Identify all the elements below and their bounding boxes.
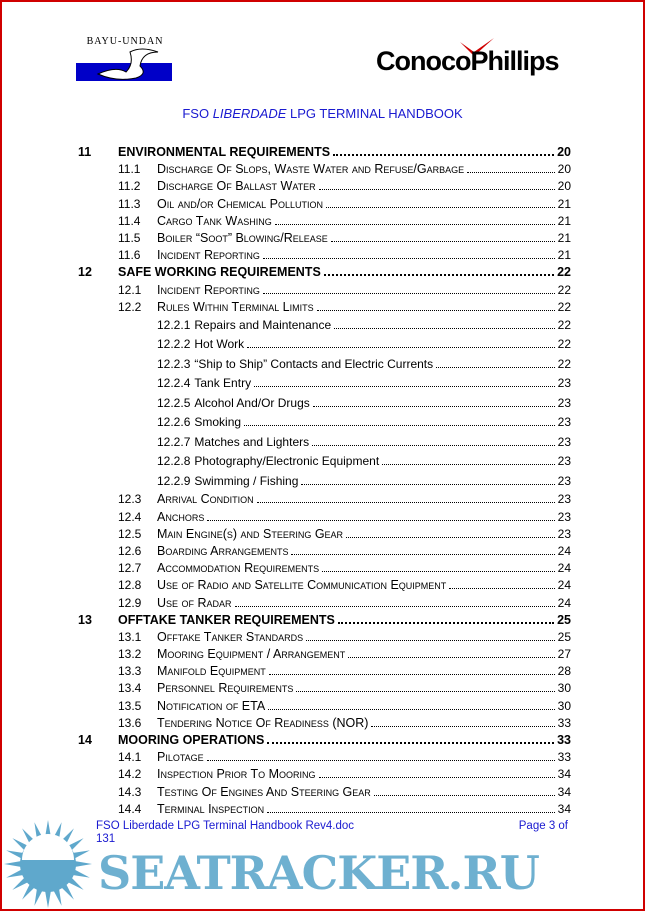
watermark-text: SEATRACKER.RU — [98, 846, 539, 900]
toc-entry-number: 12.2.8 — [157, 454, 191, 469]
toc-entry-title: Pilotage — [157, 750, 204, 765]
dot-leader — [322, 570, 554, 572]
dot-leader — [268, 708, 554, 710]
page-footer — [96, 820, 568, 846]
toc-entry-page: 24 — [557, 578, 571, 593]
toc-entry-title: Discharge Of Slops, Waste Water and Refuse/Garbage — [157, 162, 465, 177]
dot-leader — [263, 292, 555, 294]
toc-entry-title: Main Engine(s) and Steering Gear — [157, 526, 344, 541]
toc-entry-page: 21 — [557, 230, 571, 245]
toc-entry-title: Testing Of Engines And Steering Gear — [157, 784, 371, 799]
toc-entry-level2[interactable] — [78, 801, 571, 818]
toc-entry-number: 13.3 — [118, 664, 142, 679]
toc-entry-page: 25 — [557, 612, 571, 627]
toc-entry-title: Mooring Equipment / Arrangement — [157, 647, 346, 662]
dot-leader — [207, 519, 554, 521]
dot-leader — [301, 483, 554, 485]
toc-entry-number: 12.8 — [118, 578, 142, 593]
toc-entry-title: “Ship to Ship” Contacts and Electric Currents — [194, 356, 434, 371]
toc-entry-level2[interactable] — [78, 247, 571, 264]
toc-entry-level2[interactable] — [78, 629, 571, 646]
toc-entry-title: Oil and/or Chemical Pollution — [157, 196, 324, 211]
toc-entry-number: 11.4 — [118, 213, 141, 228]
toc-entry-page: 21 — [557, 213, 571, 228]
toc-entry-number: 11.5 — [118, 230, 141, 245]
dot-leader — [436, 366, 554, 368]
toc-entry-page: 23 — [557, 509, 571, 524]
toc-entry-page: 23 — [557, 415, 571, 430]
dot-leader — [275, 223, 555, 225]
toc-entry-level2[interactable] — [78, 161, 571, 178]
toc-entry-title: Boarding Arrangements — [157, 543, 289, 558]
dot-leader — [296, 690, 554, 692]
toc-entry-title: MOORING OPERATIONS — [118, 733, 265, 747]
toc-entry-level2[interactable] — [78, 784, 571, 801]
toc-entry-level2[interactable] — [78, 680, 571, 697]
toc-entry-page: 33 — [557, 750, 571, 765]
dot-leader — [291, 553, 554, 555]
toc-entry-number: 12.2.6 — [157, 415, 191, 430]
toc-entry-page: 23 — [557, 454, 571, 469]
toc-entry-number: 11.1 — [118, 162, 141, 177]
toc-entry-number: 12 — [78, 265, 92, 280]
toc-entry-title: Photography/Electronic Equipment — [194, 454, 380, 469]
toc-entry-title: Smoking — [194, 415, 242, 430]
toc-entry-title: Swimming / Fishing — [194, 473, 299, 488]
bayu-undan-logo — [76, 36, 174, 88]
toc-entry-number: 14.1 — [118, 750, 142, 765]
toc-entry-number: 12.7 — [118, 561, 142, 576]
toc-entry-number: 12.2.9 — [157, 473, 191, 488]
toc-entry-page: 25 — [557, 629, 571, 644]
toc-entry-number: 12.3 — [118, 492, 142, 507]
toc-entry-title: Use of Radar — [157, 595, 232, 610]
toc-entry-number: 14.4 — [118, 801, 142, 816]
toc-entry-number: 14 — [78, 733, 92, 747]
dot-leader — [313, 405, 555, 407]
toc-entry-level1[interactable] — [78, 264, 571, 281]
toc-entry-title: Cargo Tank Washing — [157, 213, 272, 228]
dot-leader — [331, 240, 555, 242]
toc-entry-title: Incident Reporting — [157, 282, 260, 297]
toc-entry-number: 14.2 — [118, 767, 142, 782]
toc-entry-page: 22 — [557, 265, 571, 280]
toc-entry-title: Inspection Prior To Mooring — [157, 767, 316, 782]
toc-entry-level2[interactable] — [78, 509, 571, 526]
toc-entry-level3[interactable] — [78, 355, 571, 375]
toc-entry-page: 22 — [557, 282, 571, 297]
dot-leader — [247, 346, 554, 348]
dot-leader — [382, 463, 554, 465]
toc-entry-page: 24 — [557, 561, 571, 576]
toc-entry-title: Personnel Requirements — [157, 681, 294, 696]
toc-entry-title: Alcohol And/Or Drugs — [194, 395, 310, 410]
toc-entry-level2[interactable] — [78, 213, 571, 230]
document-title — [0, 106, 645, 121]
dot-leader — [348, 656, 554, 658]
toc-entry-title: Accommodation Requirements — [157, 561, 320, 576]
toc-entry-level3[interactable] — [78, 433, 571, 453]
dot-leader — [267, 811, 555, 813]
conocophillips-logo: ConocoPhillips — [376, 46, 559, 76]
toc-entry-page: 23 — [557, 526, 571, 541]
dot-leader — [324, 273, 554, 276]
dot-leader — [334, 327, 555, 329]
toc-entry-number: 12.4 — [118, 509, 142, 524]
dot-leader — [317, 309, 555, 311]
toc-entry-page: 22 — [557, 317, 571, 332]
toc-entry-number: 12.2.1 — [157, 317, 191, 332]
toc-entry-title: Anchors — [157, 509, 205, 524]
toc-entry-number: 12.6 — [118, 543, 142, 558]
toc-entry-number: 12.1 — [118, 282, 142, 297]
toc-entry-page: 34 — [557, 801, 571, 816]
toc-entry-title: Offtake Tanker Standards — [157, 629, 304, 644]
toc-entry-page: 27 — [557, 647, 571, 662]
toc-entry-level3[interactable] — [78, 316, 571, 336]
toc-entry-number: 13.2 — [118, 647, 142, 662]
dot-leader — [269, 673, 555, 675]
toc-entry-level1[interactable] — [78, 732, 571, 749]
toc-entry-number: 13.6 — [118, 715, 142, 730]
toc-entry-level2[interactable] — [78, 715, 571, 732]
toc-entry-number: 12.2.3 — [157, 356, 191, 371]
toc-entry-title: Use of Radio and Satellite Communication Equipment — [157, 578, 447, 593]
toc-entry-level1[interactable] — [78, 144, 571, 161]
toc-entry-level2[interactable] — [78, 282, 571, 299]
toc-entry-page: 22 — [557, 299, 571, 314]
toc-entry-number: 12.2.7 — [157, 434, 191, 449]
toc-entry-page: 20 — [557, 162, 571, 177]
dot-leader — [263, 257, 555, 259]
toc-entry-title: Manifold Equipment — [157, 664, 266, 679]
toc-entry-level1[interactable] — [78, 612, 571, 629]
toc-entry-level2[interactable] — [78, 543, 571, 560]
dot-leader — [346, 536, 555, 538]
table-of-contents — [78, 144, 571, 818]
toc-entry-number: 12.9 — [118, 595, 142, 610]
toc-entry-number: 11.6 — [118, 248, 141, 263]
toc-entry-title: Hot Work — [194, 337, 245, 352]
sun-watermark-icon — [2, 818, 94, 910]
toc-entry-page: 23 — [557, 434, 571, 449]
toc-entry-page: 23 — [557, 395, 571, 410]
toc-entry-level2[interactable] — [78, 491, 571, 508]
dot-leader — [235, 605, 555, 607]
toc-entry-page: 33 — [557, 715, 571, 730]
dot-leader — [267, 741, 554, 744]
footer-page-total: 131 — [96, 833, 116, 845]
toc-entry-page: 20 — [557, 145, 571, 159]
toc-entry-number: 11.3 — [118, 196, 141, 211]
dot-leader — [257, 501, 555, 503]
dot-leader — [374, 794, 555, 796]
toc-entry-page: 24 — [557, 595, 571, 610]
toc-entry-title: SAFE WORKING REQUIREMENTS — [118, 265, 321, 280]
toc-entry-number: 12.2.2 — [157, 337, 191, 352]
toc-entry-title: Discharge Of Ballast Water — [157, 179, 316, 194]
toc-entry-page: 23 — [557, 473, 571, 488]
toc-entry-title: Tendering Notice Of Readiness (NOR) — [157, 715, 369, 730]
toc-entry-number: 14.3 — [118, 784, 142, 799]
toc-entry-page: 23 — [557, 376, 571, 391]
dot-leader — [319, 188, 555, 190]
toc-entry-page: 30 — [557, 681, 571, 696]
toc-entry-level2[interactable] — [78, 698, 571, 715]
toc-entry-level3[interactable] — [78, 472, 571, 492]
dot-leader — [306, 639, 555, 641]
toc-entry-level2[interactable] — [78, 595, 571, 612]
toc-entry-number: 13.4 — [118, 681, 142, 696]
toc-entry-title: Notification of ETA — [157, 698, 266, 713]
toc-entry-level2[interactable] — [78, 178, 571, 195]
toc-entry-level2[interactable] — [78, 196, 571, 213]
dot-leader — [449, 587, 554, 589]
toc-entry-title: Incident Reporting — [157, 248, 260, 263]
toc-entry-page: 21 — [557, 248, 571, 263]
toc-entry-number: 11.2 — [118, 179, 141, 194]
toc-entry-title: Rules Within Terminal Limits — [157, 299, 314, 314]
toc-entry-level2[interactable] — [78, 526, 571, 543]
toc-entry-level3[interactable] — [78, 374, 571, 394]
dot-leader — [326, 206, 555, 208]
bird-icon — [96, 44, 166, 82]
toc-entry-level2[interactable] — [78, 560, 571, 577]
toc-entry-title: Terminal Inspection — [157, 801, 265, 816]
toc-entry-title: Matches and Lighters — [194, 434, 310, 449]
dot-leader — [207, 759, 555, 761]
toc-entry-level3[interactable] — [78, 452, 571, 472]
dot-leader — [333, 153, 554, 156]
dot-leader — [254, 385, 555, 387]
toc-entry-number: 12.2 — [118, 299, 142, 314]
dot-leader — [312, 444, 555, 446]
toc-entry-page: 30 — [557, 698, 571, 713]
toc-entry-title: Boiler “Soot” Blowing/Release — [157, 230, 328, 245]
dot-leader — [244, 424, 555, 426]
title-suffix: LPG TERMINAL HANDBOOK — [286, 106, 463, 121]
title-vessel-name: LIBERDADE — [212, 106, 287, 121]
toc-entry-page: 22 — [557, 356, 571, 371]
dot-leader — [467, 171, 555, 173]
toc-entry-number: 11 — [78, 145, 92, 159]
toc-entry-title: Tank Entry — [194, 376, 252, 391]
toc-entry-number: 12.2.4 — [157, 376, 191, 391]
dot-leader — [338, 621, 554, 624]
toc-entry-level2[interactable] — [78, 230, 571, 247]
toc-entry-level2[interactable] — [78, 766, 571, 783]
toc-entry-page: 23 — [557, 492, 571, 507]
toc-entry-level2[interactable] — [78, 577, 571, 594]
toc-entry-level2[interactable] — [78, 646, 571, 663]
dot-leader — [371, 725, 554, 727]
toc-entry-title: Repairs and Maintenance — [194, 317, 332, 332]
toc-entry-page: 22 — [557, 337, 571, 352]
toc-entry-page: 20 — [557, 179, 571, 194]
dot-leader — [319, 776, 555, 778]
toc-entry-number: 13 — [78, 612, 92, 627]
bayu-undan-text: BAYU-UNDAN — [86, 36, 164, 47]
toc-entry-level3[interactable] — [78, 335, 571, 355]
toc-entry-level2[interactable] — [78, 299, 571, 316]
toc-entry-page: 24 — [557, 543, 571, 558]
footer-page-number: Page 3 of — [518, 820, 568, 832]
toc-entry-number: 12.2.5 — [157, 395, 191, 410]
toc-entry-level3[interactable] — [78, 394, 571, 414]
toc-entry-level3[interactable] — [78, 413, 571, 433]
toc-entry-title: Arrival Condition — [157, 492, 254, 507]
toc-entry-title: OFFTAKE TANKER REQUIREMENTS — [118, 612, 335, 627]
footer-filename: FSO Liberdade LPG Terminal Handbook Rev4.doc — [96, 820, 355, 832]
toc-entry-page: 28 — [557, 664, 571, 679]
toc-entry-number: 13.5 — [118, 698, 142, 713]
toc-entry-level2[interactable] — [78, 663, 571, 680]
toc-entry-level2[interactable] — [78, 749, 571, 766]
toc-entry-number: 12.5 — [118, 526, 142, 541]
title-prefix: FSO — [182, 106, 213, 121]
toc-entry-page: 33 — [557, 733, 571, 747]
toc-entry-number: 13.1 — [118, 629, 142, 644]
toc-entry-page: 34 — [557, 784, 571, 799]
toc-entry-page: 21 — [557, 196, 571, 211]
toc-entry-page: 34 — [557, 767, 571, 782]
toc-entry-title: ENVIRONMENTAL REQUIREMENTS — [118, 145, 331, 159]
